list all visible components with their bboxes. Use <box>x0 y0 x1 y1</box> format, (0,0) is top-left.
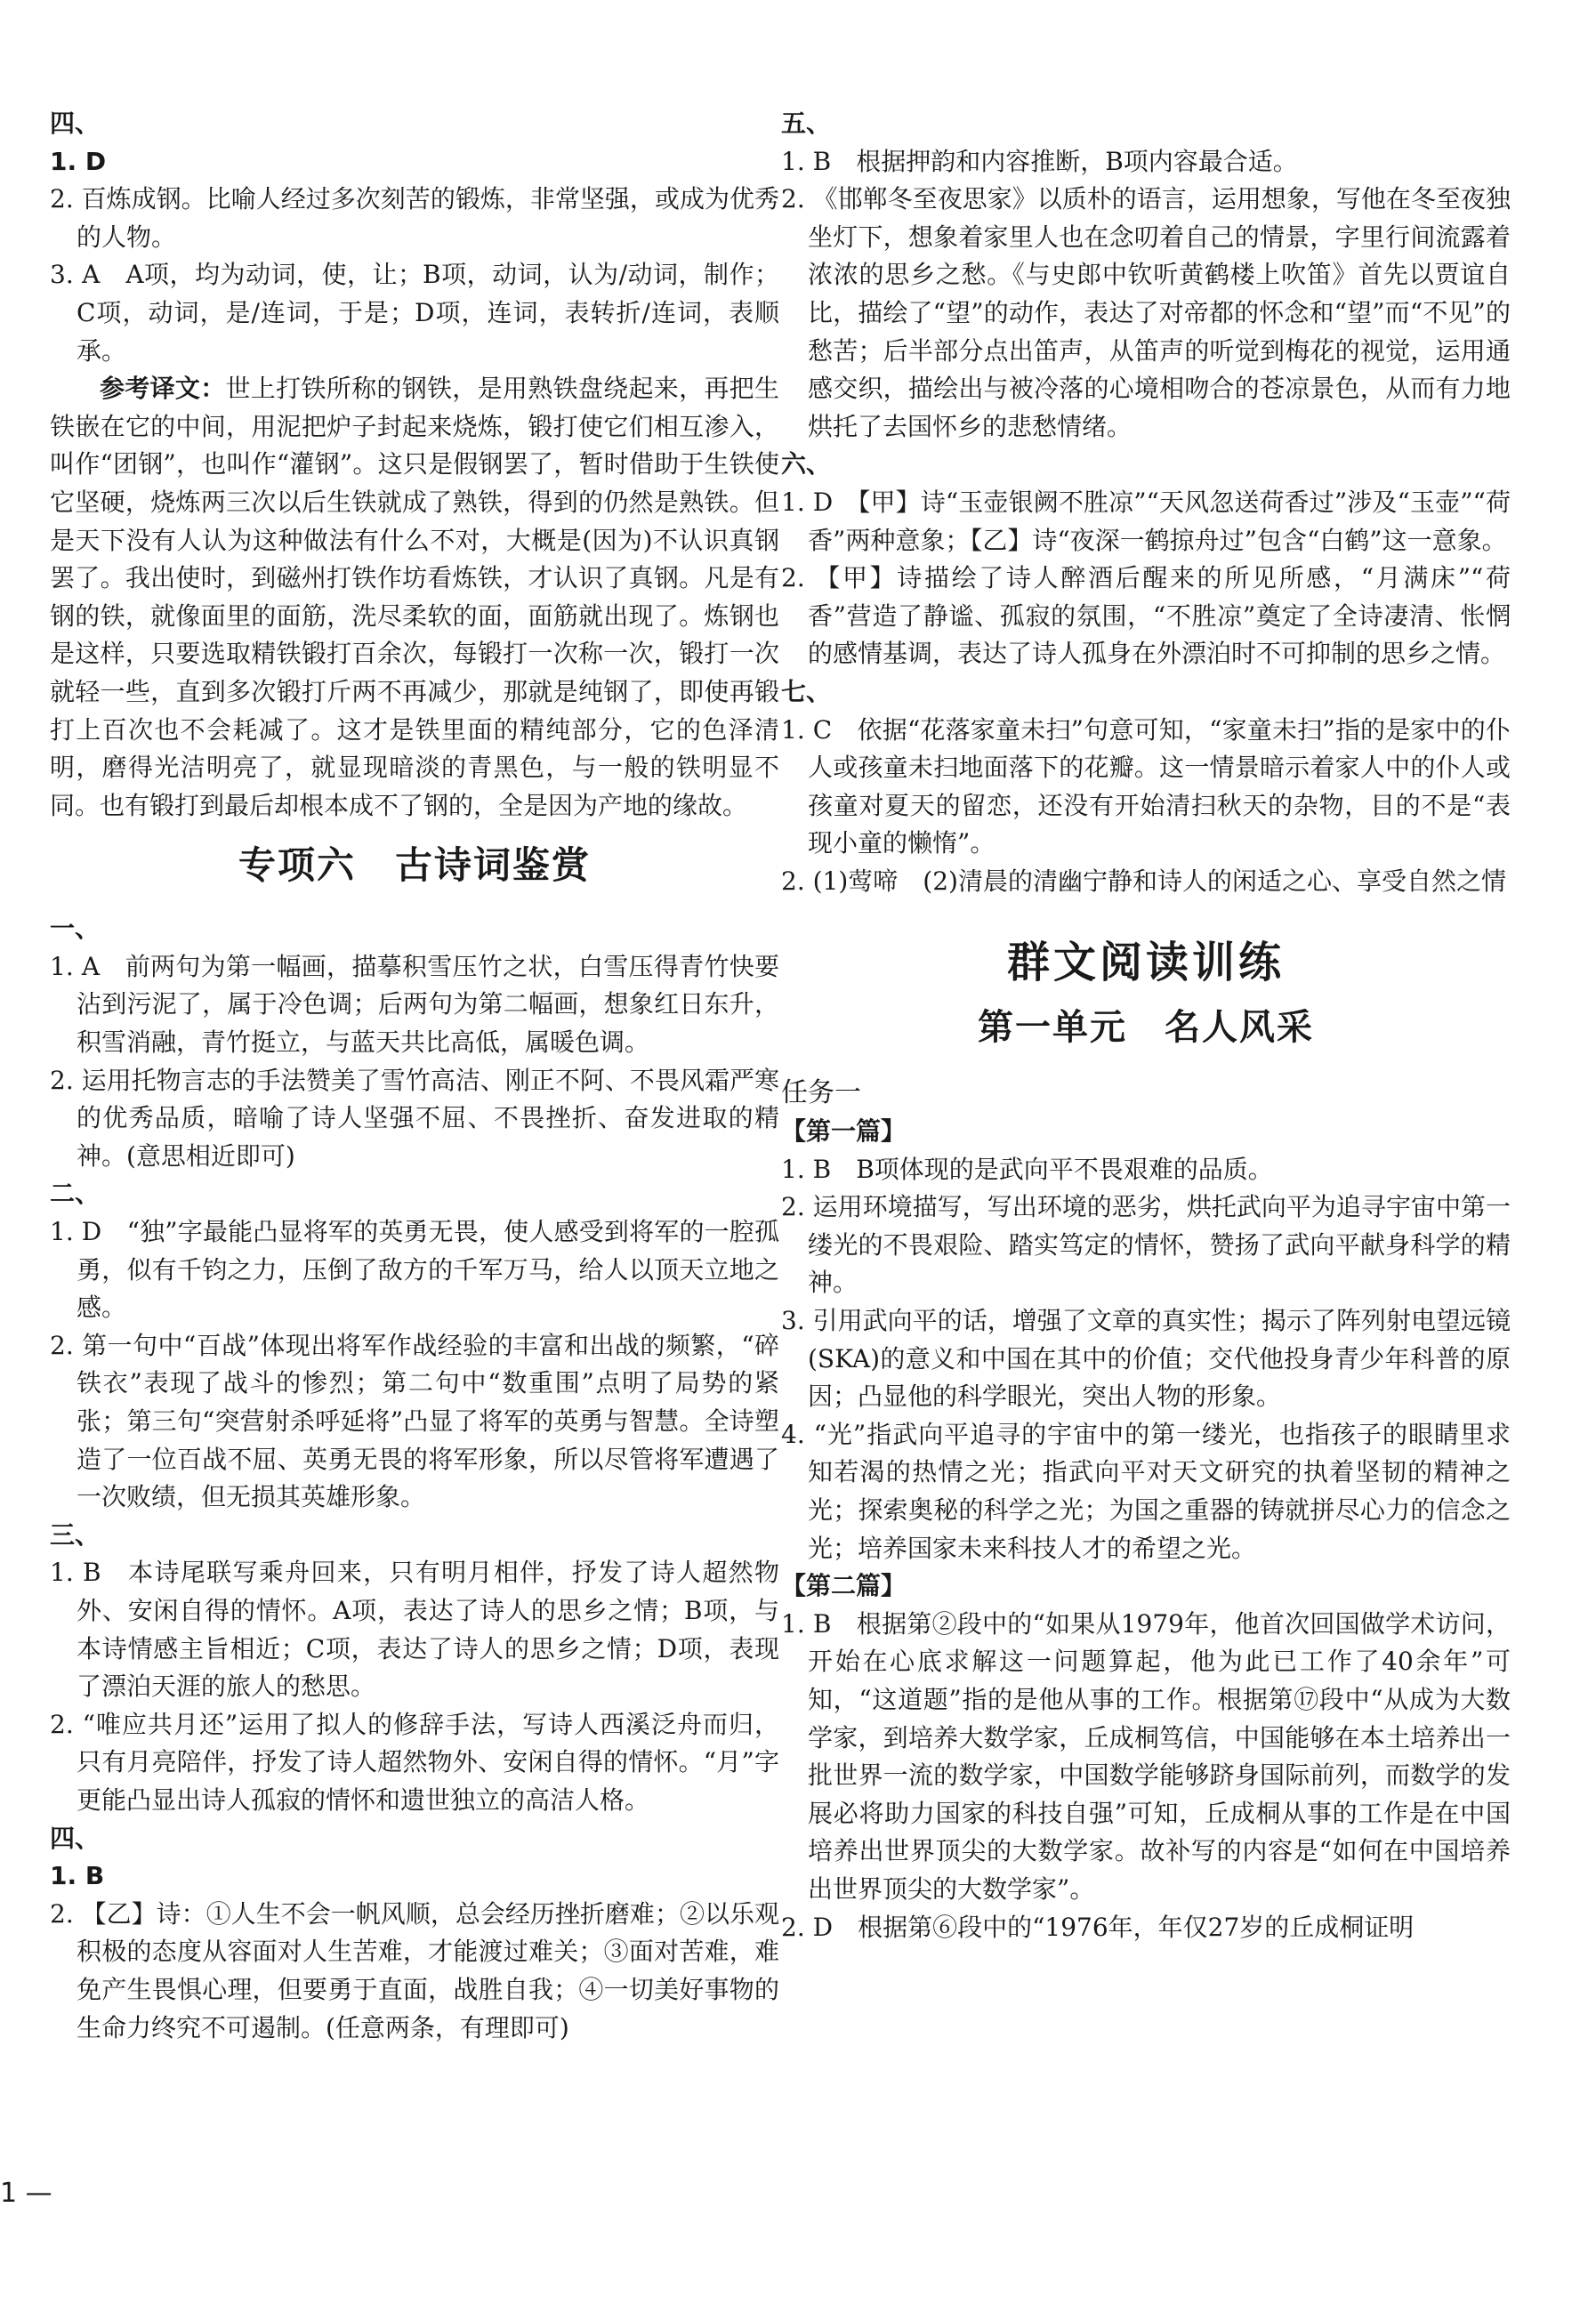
answer-item: 1. B 根据押韵和内容推断，B项内容最合适。 <box>781 146 1298 176</box>
answer-item: 2. D 根据第⑥段中的“1976年，年仅27岁的丘成桐证明 <box>781 1912 1415 1942</box>
answer-item: 2. 运用环境描写，写出环境的恶劣，烘托武向平为追寻宇宙中第一缕光的不畏艰险、踏实笃定的情怀，赞扬了武向平献身科学的精神。 <box>781 1192 1511 1298</box>
passage-heading: 【第二篇】 <box>781 1571 907 1601</box>
answer-item: 2. 【乙】诗：①人生不会一帆风顺，总会经历挫折磨难；②以乐观积极的态度从容面对人生苦难，才能渡过难关；③面对苦难，难免产生畏惧心理，但要勇于直面，战胜自我；④一切美好事物的生命力终究不可遏制。(任意两条，有理即可) <box>50 1898 779 2042</box>
answer-item: 2. 第一句中“百战”体现出将军作战经验的丰富和出战的频繁，“碎铁衣”表现了战斗的惨烈；第二句中“数重围”点明了局势的紧张；第三句“突营射杀呼延将”凸显了将军的英勇与智慧。全诗塑造了一位百战不屈、英勇无畏的将军形象，所以尽管将军遭遇了一次败绩，但无损其英雄形象。 <box>50 1330 779 1512</box>
answer-item: 1. D “独”字最能凸显将军的英勇无畏，使人感受到将军的一腔孤勇，似有千钧之力，压倒了敌方的千军万马，给人以顶天立地之感。 <box>50 1217 779 1323</box>
section-heading: 四、 <box>50 109 101 138</box>
reading-training-title: 群文阅读训练 <box>1006 938 1285 988</box>
topic-title: 专项六 古诗词鉴赏 <box>238 843 591 888</box>
answer-item: 2. 运用托物言志的手法赞美了雪竹高洁、刚正不阿、不畏风霜严寒的优秀品质，暗喻了诗人坚强不屈、不畏挫折、奋发进取的精神。(意思相近即可) <box>50 1065 779 1171</box>
answer-item: 2. (1)莺啼 (2)清晨的清幽宁静和诗人的闲适之心、享受自然之情 <box>781 866 1506 896</box>
answer-item: 4. “光”指武向平追寻的宇宙中的第一缕光，也指孩子的眼睛里求知若渴的热情之光；指武向平对天文研究的执着坚韧的精神之光；探索奥秘的科学之光；为国之重器的铸就拼尽心力的信念之光；培养国家未来科技人才的希望之光。 <box>781 1419 1511 1563</box>
answer-item: 1. D <box>50 146 107 176</box>
reference-label: 参考译文： <box>100 374 226 404</box>
answer-item: 1. B 本诗尾联写乘舟回来，只有明月相伴，抒发了诗人超然物外、安闲自得的情怀。A项，表达了诗人的思乡之情；B项，与本诗情感主旨相近；C项，表达了诗人的思乡之情；D项，表现了漂泊天涯的旅人的愁思。 <box>50 1558 779 1702</box>
answer-item: 1. B B项体现的是武向平不畏艰难的品质。 <box>781 1154 1273 1184</box>
answer-item: 3. 引用武向平的话，增强了文章的真实性；揭示了阵列射电望远镜(SKA)的意义和中国在其中的价值；交代他投身青少年科普的原因；凸显他的科学眼光，突出人物的形象。 <box>781 1306 1511 1412</box>
answer-item: 1. B 根据第②段中的“如果从1979年，他首次回国做学术访问，开始在心底求解这一问题算起，他为此已工作了40余年”可知，“这道题”指的是他从事的工作。根据第⑰段中“从成为大数学家，到培养大数学家，丘成桐笃信，中国能够在本土培养出一批世界一流的数学家，中国数学能够跻身国际前列，而数学的发展必将助力国家的科技自强”可知，丘成桐从事的工作是在中国培养出世界顶尖的大数学家。故补写的内容是“如何在中国培养出世界顶尖的大数学家”。 <box>781 1608 1511 1904</box>
section-heading: 七、 <box>781 676 832 706</box>
reference-translation <box>50 370 779 825</box>
reference-text: 世上打铁所称的钢铁，是用熟铁盘绕起来，再把生铁嵌在它的中间，用泥把炉子封起来烧炼，锻打使它们相互渗入，叫作“团钢”，也叫作“灌钢”。这只是假钢罢了，暂时借助于生铁使它坚硬，烧炼两三次以后生铁就成了熟铁，得到的仍然是熟铁。但是天下没有人认为这种做法有什么不对，大概是(因为)不认识真钢罢了。我出使时，到磁州打铁作坊看炼铁，才认识了真钢。凡是有钢的铁，就像面里的面筋，洗尽柔软的面，面筋就出现了。炼钢也是这样，只要选取精铁锻打百余次，每锻打一次称一次，锻打一次就轻一些，直到多次锻打斤两不再减少，那就是纯钢了，即使再锻打上百次也不会耗减了。这才是铁里面的精纯部分，它的色泽清明，磨得光洁明亮了，就显现暗淡的青黑色，与一般的铁明显不同。也有锻打到最后却根本成不了钢的，全是因为产地的缘故。 <box>50 374 779 820</box>
answer-item: 1. D 【甲】诗“玉壶银阙不胜凉”“天风忽送荷香过”涉及“玉壶”“荷香”两种意象；【乙】诗“夜深一鹤掠舟过”包含“白鹤”这一意象。 <box>781 487 1511 555</box>
answer-item: 2. “唯应共月还”运用了拟人的修辞手法，写诗人西溪泛舟而归，只有月亮陪伴，抒发了诗人超然物外、安闲自得的情怀。“月”字更能凸显出诗人孤寂的情怀和遗世独立的高洁人格。 <box>50 1709 779 1815</box>
section-heading: 六、 <box>781 449 832 479</box>
right-column <box>781 105 1511 1946</box>
unit-title: 第一单元 名人风采 <box>978 1006 1314 1049</box>
answer-item: 1. C 依据“花落家童未扫”句意可知，“家童未扫”指的是家中的仆人或孩童未扫地面落下的花瓣。这一情景暗示着家人中的仆人或孩童对夏天的留恋，还没有开始清扫秋天的杂物，目的不是“表现小童的懒惰”。 <box>781 714 1511 858</box>
answer-item: 2. 《邯郸冬至夜思家》以质朴的语言，运用想象，写他在冬至夜独坐灯下，想象着家里人也在念叨着自己的情景，字里行间流露着浓浓的思乡之愁。《与史郎中钦听黄鹤楼上吹笛》首先以贾谊自比，描绘了“望”的动作，表达了对帝都的怀念和“望”而“不见”的愁苦；后半部分点出笛声，从笛声的听觉到梅花的视觉，运用通感交织，描绘出与被冷落的心境相吻合的苍凉景色，从而有力地烘托了去国怀乡的悲愁情绪。 <box>781 184 1511 441</box>
section-heading: 五、 <box>781 109 832 138</box>
answer-item: 2. 百炼成钢。比喻人经过多次刻苦的锻炼，非常坚强，或成为优秀的人物。 <box>50 184 779 252</box>
page-number: 1 — <box>0 2178 52 2209</box>
section-heading: 一、 <box>50 914 101 944</box>
answer-item: 1. B <box>50 1861 105 1891</box>
task-heading: 任务一 <box>781 1077 861 1109</box>
answer-item: 3. A A项，均为动词，使，让；B项，动词，认为/动词，制作；C项，动词，是/连词，于是；D项，连词，表转折/连词，表顺承。 <box>50 260 779 366</box>
answer-item: 2. 【甲】诗描绘了诗人醉酒后醒来的所见所感，“月满床”“荷香”营造了静谧、孤寂的氛围，“不胜凉”奠定了全诗凄清、怅惘的感情基调，表达了诗人孤身在外漂泊时不可抑制的思乡之情。 <box>781 563 1511 669</box>
passage-heading: 【第一篇】 <box>781 1116 907 1147</box>
left-column <box>50 105 779 2047</box>
answer-item: 1. A 前两句为第一幅画，描摹积雪压竹之状，白雪压得青竹快要沾到污泥了，属于冷色调；后两句为第二幅画，想象红日东升，积雪消融，青竹挺立，与蓝天共比高低，属暖色调。 <box>50 951 779 1058</box>
section-heading: 三、 <box>50 1519 101 1550</box>
section-heading: 四、 <box>50 1823 101 1853</box>
section-heading: 二、 <box>50 1179 101 1209</box>
